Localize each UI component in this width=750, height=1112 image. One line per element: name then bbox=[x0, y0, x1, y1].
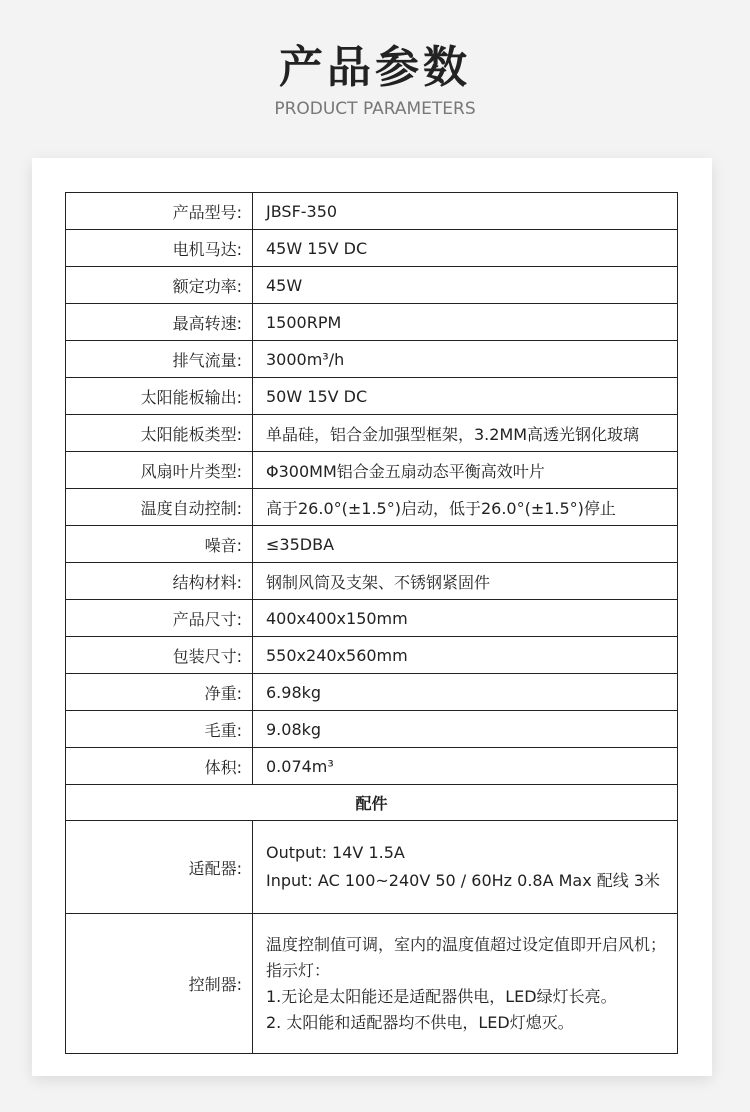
controller-line: 温度控制值可调，室内的温度值超过设定值即开启风机； bbox=[266, 934, 667, 954]
table-row bbox=[66, 711, 678, 748]
page-title: 产品参数 bbox=[279, 42, 471, 93]
table-row bbox=[66, 193, 678, 230]
param-value: ≤35DBA bbox=[253, 526, 678, 563]
adapter-output-line: Output: 14V 1.5A bbox=[266, 843, 405, 862]
param-value: 高于26.0°(±1.5°)启动，低于26.0°(±1.5°)停止 bbox=[253, 489, 678, 526]
controller-line: 1.无论是太阳能还是适配器供电，LED绿灯长亮。 bbox=[266, 986, 617, 1006]
page-header bbox=[0, 40, 750, 120]
param-value: JBSF-350 bbox=[253, 193, 678, 230]
accessories-header-row bbox=[66, 785, 678, 821]
table-row bbox=[66, 304, 678, 341]
param-label: 电机马达: bbox=[66, 230, 253, 267]
param-label: 产品型号: bbox=[66, 193, 253, 230]
controller-label: 控制器: bbox=[66, 914, 253, 1054]
table-row bbox=[66, 674, 678, 711]
table-row bbox=[66, 748, 678, 785]
adapter-input-line: Input: AC 100~240V 50 / 60Hz 0.8A Max 配线 3米 bbox=[266, 871, 661, 890]
table-row bbox=[66, 230, 678, 267]
adapter-row bbox=[66, 821, 678, 914]
table-row bbox=[66, 452, 678, 489]
param-label: 体积: bbox=[66, 748, 253, 785]
table-row bbox=[66, 378, 678, 415]
param-value: 9.08kg bbox=[253, 711, 678, 748]
param-value: 50W 15V DC bbox=[253, 378, 678, 415]
param-label: 净重: bbox=[66, 674, 253, 711]
adapter-label: 适配器: bbox=[66, 821, 253, 914]
param-value: 45W 15V DC bbox=[253, 230, 678, 267]
param-label: 风扇叶片类型: bbox=[66, 452, 253, 489]
adapter-value bbox=[253, 821, 678, 914]
param-label: 太阳能板输出: bbox=[66, 378, 253, 415]
param-label: 包装尺寸: bbox=[66, 637, 253, 674]
param-label: 排气流量: bbox=[66, 341, 253, 378]
param-value: 6.98kg bbox=[253, 674, 678, 711]
param-value: Φ300MM铝合金五扇动态平衡高效叶片 bbox=[253, 452, 678, 489]
param-label: 额定功率: bbox=[66, 267, 253, 304]
param-value: 单晶硅，铝合金加强型框架，3.2MM高透光钢化玻璃 bbox=[253, 415, 678, 452]
param-label: 温度自动控制: bbox=[66, 489, 253, 526]
table-row bbox=[66, 415, 678, 452]
table-row bbox=[66, 600, 678, 637]
param-value: 0.074m³ bbox=[253, 748, 678, 785]
parameters-table bbox=[65, 192, 678, 1054]
controller-line: 2. 太阳能和适配器均不供电，LED灯熄灭。 bbox=[266, 1012, 574, 1032]
param-label: 噪音: bbox=[66, 526, 253, 563]
table-row bbox=[66, 341, 678, 378]
param-value: 400x400x150mm bbox=[253, 600, 678, 637]
param-label: 结构材料: bbox=[66, 563, 253, 600]
controller-row bbox=[66, 914, 678, 1054]
param-label: 毛重: bbox=[66, 711, 253, 748]
accessories-section-title: 配件 bbox=[66, 785, 678, 821]
table-row bbox=[66, 489, 678, 526]
param-label: 最高转速: bbox=[66, 304, 253, 341]
param-label: 产品尺寸: bbox=[66, 600, 253, 637]
param-label: 太阳能板类型: bbox=[66, 415, 253, 452]
param-value: 3000m³/h bbox=[253, 341, 678, 378]
table-row bbox=[66, 526, 678, 563]
param-value: 1500RPM bbox=[253, 304, 678, 341]
table-row bbox=[66, 637, 678, 674]
param-value: 550x240x560mm bbox=[253, 637, 678, 674]
param-value: 45W bbox=[253, 267, 678, 304]
table-row bbox=[66, 267, 678, 304]
page-subtitle: PRODUCT PARAMETERS bbox=[274, 99, 476, 119]
table-row bbox=[66, 563, 678, 600]
controller-value bbox=[253, 914, 678, 1054]
param-value: 钢制风筒及支架、不锈钢紧固件 bbox=[253, 563, 678, 600]
controller-line: 指示灯： bbox=[266, 960, 331, 980]
